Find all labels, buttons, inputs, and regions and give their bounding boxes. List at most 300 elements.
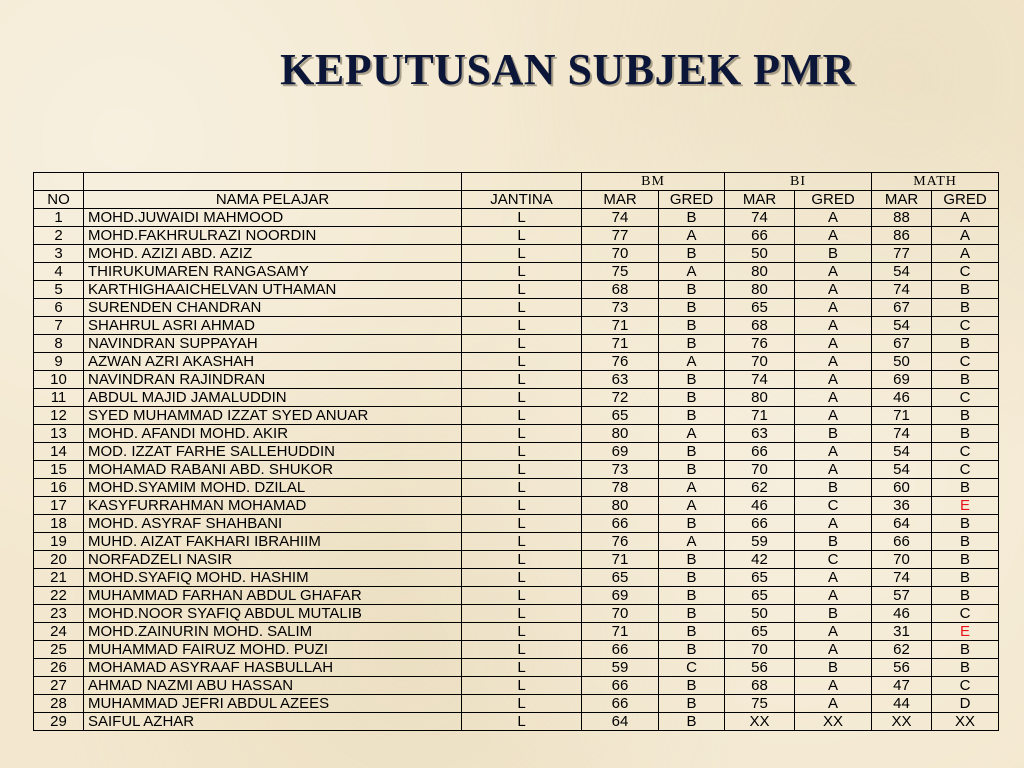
table-row: [34, 353, 999, 371]
cell-gender: L: [462, 605, 582, 623]
cell-math-mark: 54: [872, 461, 932, 479]
cell-bi-grade: B: [795, 245, 872, 263]
table-row: [34, 335, 999, 353]
table-row: [34, 425, 999, 443]
cell-bi-mark: 70: [725, 353, 795, 371]
cell-math-grade: B: [932, 335, 999, 353]
cell-bi-grade: A: [795, 209, 872, 227]
cell-math-mark: 86: [872, 227, 932, 245]
cell-bi-grade: XX: [795, 713, 872, 731]
cell-math-grade: B: [932, 299, 999, 317]
cell-bm-grade: B: [659, 551, 725, 569]
cell-bi-grade: C: [795, 551, 872, 569]
table-header: [34, 173, 999, 209]
cell-bi-mark: 50: [725, 605, 795, 623]
cell-math-grade: B: [932, 371, 999, 389]
cell-bm-grade: B: [659, 209, 725, 227]
cell-bi-grade: A: [795, 587, 872, 605]
cell-math-mark: 54: [872, 317, 932, 335]
cell-name: MOHD. AZIZI ABD. AZIZ: [84, 245, 462, 263]
page-title: KEPUTUSAN SUBJEK PMR: [280, 45, 855, 94]
cell-no: 11: [34, 389, 84, 407]
cell-bm-grade: C: [659, 659, 725, 677]
header-bi-mark: MAR: [725, 191, 795, 209]
table-row: [34, 227, 999, 245]
cell-bi-grade: B: [795, 533, 872, 551]
cell-gender: L: [462, 587, 582, 605]
cell-bi-mark: 80: [725, 389, 795, 407]
header-bm-grade: GRED: [659, 191, 725, 209]
results-table: [33, 172, 999, 731]
cell-no: 18: [34, 515, 84, 533]
table-row: [34, 605, 999, 623]
cell-name: SHAHRUL ASRI AHMAD: [84, 317, 462, 335]
cell-math-grade: A: [932, 227, 999, 245]
cell-bi-grade: A: [795, 335, 872, 353]
header-bm-mark: MAR: [582, 191, 659, 209]
cell-no: 3: [34, 245, 84, 263]
cell-math-mark: 46: [872, 605, 932, 623]
cell-math-mark: 77: [872, 245, 932, 263]
table-row: [34, 533, 999, 551]
cell-math-mark: 50: [872, 353, 932, 371]
table-row: [34, 263, 999, 281]
cell-math-grade: C: [932, 677, 999, 695]
header-math: MATH: [872, 173, 999, 191]
cell-bm-grade: B: [659, 515, 725, 533]
cell-no: 15: [34, 461, 84, 479]
cell-name: MOHD. AFANDI MOHD. AKIR: [84, 425, 462, 443]
cell-name: MOHD.NOOR SYAFIQ ABDUL MUTALIB: [84, 605, 462, 623]
cell-no: 29: [34, 713, 84, 731]
table-row: [34, 443, 999, 461]
cell-math-grade: E: [932, 497, 999, 515]
table-row: [34, 371, 999, 389]
cell-bi-mark: 80: [725, 263, 795, 281]
cell-gender: L: [462, 677, 582, 695]
cell-bm-mark: 66: [582, 515, 659, 533]
cell-name: MOHD.FAKHRULRAZI NOORDIN: [84, 227, 462, 245]
cell-bm-grade: B: [659, 587, 725, 605]
cell-math-grade: XX: [932, 713, 999, 731]
cell-gender: L: [462, 389, 582, 407]
cell-bm-grade: B: [659, 605, 725, 623]
cell-bi-grade: A: [795, 515, 872, 533]
table-row: [34, 281, 999, 299]
cell-name: SURENDEN CHANDRAN: [84, 299, 462, 317]
table-row: [34, 695, 999, 713]
cell-bm-mark: 80: [582, 425, 659, 443]
cell-no: 25: [34, 641, 84, 659]
cell-math-mark: 67: [872, 335, 932, 353]
cell-bm-grade: B: [659, 461, 725, 479]
cell-no: 27: [34, 677, 84, 695]
cell-bi-grade: B: [795, 659, 872, 677]
cell-bi-mark: 70: [725, 461, 795, 479]
table-row: [34, 713, 999, 731]
cell-name: MOHD.JUWAIDI MAHMOOD: [84, 209, 462, 227]
cell-no: 21: [34, 569, 84, 587]
cell-math-mark: 70: [872, 551, 932, 569]
cell-name: MUHD. AIZAT FAKHARI IBRAHIIM: [84, 533, 462, 551]
cell-math-grade: B: [932, 479, 999, 497]
cell-bi-grade: A: [795, 281, 872, 299]
cell-gender: L: [462, 659, 582, 677]
cell-math-mark: 74: [872, 281, 932, 299]
cell-gender: L: [462, 425, 582, 443]
cell-bm-grade: B: [659, 641, 725, 659]
cell-gender: L: [462, 371, 582, 389]
cell-bm-mark: 66: [582, 677, 659, 695]
cell-bi-mark: 46: [725, 497, 795, 515]
table-row: [34, 317, 999, 335]
table-body: [34, 209, 999, 731]
cell-gender: L: [462, 641, 582, 659]
cell-math-mark: 88: [872, 209, 932, 227]
cell-bm-grade: B: [659, 713, 725, 731]
cell-bm-grade: B: [659, 443, 725, 461]
cell-bi-mark: 65: [725, 299, 795, 317]
cell-name: KARTHIGHAAICHELVAN UTHAMAN: [84, 281, 462, 299]
cell-name: MUHAMMAD JEFRI ABDUL AZEES: [84, 695, 462, 713]
cell-math-grade: A: [932, 209, 999, 227]
cell-no: 19: [34, 533, 84, 551]
cell-bi-mark: 62: [725, 479, 795, 497]
cell-bm-mark: 71: [582, 623, 659, 641]
cell-gender: L: [462, 299, 582, 317]
cell-gender: L: [462, 533, 582, 551]
cell-no: 12: [34, 407, 84, 425]
cell-name: NORFADZELI NASIR: [84, 551, 462, 569]
cell-no: 10: [34, 371, 84, 389]
header-bm: BM: [582, 173, 725, 191]
cell-math-mark: 62: [872, 641, 932, 659]
cell-name: MOHD.SYAFIQ MOHD. HASHIM: [84, 569, 462, 587]
cell-bm-grade: A: [659, 227, 725, 245]
cell-math-grade: B: [932, 425, 999, 443]
cell-bm-mark: 59: [582, 659, 659, 677]
cell-name: NAVINDRAN RAJINDRAN: [84, 371, 462, 389]
cell-bi-mark: 74: [725, 209, 795, 227]
cell-math-grade: C: [932, 389, 999, 407]
cell-bi-grade: C: [795, 497, 872, 515]
cell-bm-mark: 69: [582, 443, 659, 461]
cell-bi-mark: 56: [725, 659, 795, 677]
cell-bm-mark: 70: [582, 605, 659, 623]
cell-bm-grade: B: [659, 245, 725, 263]
cell-name: MUHAMMAD FARHAN ABDUL GHAFAR: [84, 587, 462, 605]
cell-gender: L: [462, 623, 582, 641]
cell-gender: L: [462, 713, 582, 731]
cell-bm-grade: B: [659, 569, 725, 587]
table-row: [34, 569, 999, 587]
cell-no: 6: [34, 299, 84, 317]
table-row: [34, 245, 999, 263]
cell-no: 7: [34, 317, 84, 335]
cell-math-grade: B: [932, 281, 999, 299]
cell-math-grade: B: [932, 515, 999, 533]
cell-no: 17: [34, 497, 84, 515]
cell-bm-mark: 73: [582, 299, 659, 317]
cell-math-grade: B: [932, 551, 999, 569]
cell-no: 8: [34, 335, 84, 353]
cell-math-mark: 69: [872, 371, 932, 389]
cell-no: 2: [34, 227, 84, 245]
cell-bm-mark: 63: [582, 371, 659, 389]
cell-name: MOHD.ZAINURIN MOHD. SALIM: [84, 623, 462, 641]
header-bi-grade: GRED: [795, 191, 872, 209]
cell-math-grade: B: [932, 659, 999, 677]
cell-bi-grade: A: [795, 407, 872, 425]
cell-gender: L: [462, 551, 582, 569]
table-row: [34, 389, 999, 407]
cell-math-mark: XX: [872, 713, 932, 731]
cell-no: 16: [34, 479, 84, 497]
cell-name: ABDUL MAJID JAMALUDDIN: [84, 389, 462, 407]
cell-gender: L: [462, 461, 582, 479]
cell-no: 26: [34, 659, 84, 677]
cell-no: 28: [34, 695, 84, 713]
header-blank-gender: [462, 173, 582, 191]
cell-math-mark: 44: [872, 695, 932, 713]
cell-bm-mark: 71: [582, 551, 659, 569]
cell-bi-mark: XX: [725, 713, 795, 731]
cell-math-mark: 64: [872, 515, 932, 533]
table-row: [34, 677, 999, 695]
cell-bm-mark: 75: [582, 263, 659, 281]
cell-bi-grade: A: [795, 623, 872, 641]
cell-bi-mark: 68: [725, 317, 795, 335]
cell-bm-grade: B: [659, 407, 725, 425]
cell-gender: L: [462, 515, 582, 533]
cell-bm-grade: B: [659, 371, 725, 389]
cell-math-grade: A: [932, 245, 999, 263]
cell-bm-mark: 64: [582, 713, 659, 731]
cell-bm-mark: 65: [582, 407, 659, 425]
cell-math-mark: 66: [872, 533, 932, 551]
cell-bi-mark: 74: [725, 371, 795, 389]
cell-gender: L: [462, 353, 582, 371]
cell-bi-mark: 71: [725, 407, 795, 425]
cell-no: 13: [34, 425, 84, 443]
cell-no: 4: [34, 263, 84, 281]
cell-bi-mark: 66: [725, 227, 795, 245]
header-blank-name: [84, 173, 462, 191]
header-column-row: [34, 191, 999, 209]
cell-bm-mark: 65: [582, 569, 659, 587]
cell-math-mark: 46: [872, 389, 932, 407]
cell-bm-grade: B: [659, 623, 725, 641]
cell-bi-grade: B: [795, 425, 872, 443]
cell-bi-grade: A: [795, 695, 872, 713]
cell-bi-mark: 66: [725, 443, 795, 461]
cell-bm-mark: 68: [582, 281, 659, 299]
cell-bi-grade: A: [795, 677, 872, 695]
cell-bm-mark: 69: [582, 587, 659, 605]
cell-math-mark: 60: [872, 479, 932, 497]
table-row: [34, 515, 999, 533]
header-math-grade: GRED: [932, 191, 999, 209]
cell-name: MOHAMAD ASYRAAF HASBULLAH: [84, 659, 462, 677]
cell-math-grade: B: [932, 407, 999, 425]
cell-name: MOHAMAD RABANI ABD. SHUKOR: [84, 461, 462, 479]
cell-name: NAVINDRAN SUPPAYAH: [84, 335, 462, 353]
cell-bm-mark: 77: [582, 227, 659, 245]
cell-no: 22: [34, 587, 84, 605]
cell-bm-grade: A: [659, 353, 725, 371]
cell-bi-mark: 68: [725, 677, 795, 695]
table-row: [34, 497, 999, 515]
cell-bm-mark: 70: [582, 245, 659, 263]
cell-bm-grade: B: [659, 335, 725, 353]
header-name: NAMA PELAJAR: [84, 191, 462, 209]
cell-bm-mark: 78: [582, 479, 659, 497]
cell-bm-grade: A: [659, 497, 725, 515]
cell-bm-grade: B: [659, 299, 725, 317]
cell-math-grade: C: [932, 443, 999, 461]
cell-bi-grade: A: [795, 299, 872, 317]
cell-gender: L: [462, 443, 582, 461]
header-blank-no: [34, 173, 84, 191]
cell-math-mark: 71: [872, 407, 932, 425]
cell-math-grade: C: [932, 317, 999, 335]
cell-bi-mark: 65: [725, 587, 795, 605]
cell-math-grade: D: [932, 695, 999, 713]
cell-bm-grade: A: [659, 479, 725, 497]
cell-bm-mark: 66: [582, 695, 659, 713]
cell-bm-grade: B: [659, 389, 725, 407]
cell-bi-mark: 70: [725, 641, 795, 659]
cell-no: 20: [34, 551, 84, 569]
cell-gender: L: [462, 245, 582, 263]
header-group-row: [34, 173, 999, 191]
cell-name: SYED MUHAMMAD IZZAT SYED ANUAR: [84, 407, 462, 425]
cell-gender: L: [462, 317, 582, 335]
cell-bm-grade: B: [659, 677, 725, 695]
cell-bi-grade: A: [795, 353, 872, 371]
cell-gender: L: [462, 497, 582, 515]
cell-name: MUHAMMAD FAIRUZ MOHD. PUZI: [84, 641, 462, 659]
cell-math-mark: 54: [872, 263, 932, 281]
cell-bi-grade: A: [795, 317, 872, 335]
cell-bi-grade: A: [795, 227, 872, 245]
cell-bi-grade: A: [795, 443, 872, 461]
cell-math-grade: C: [932, 461, 999, 479]
cell-math-grade: E: [932, 623, 999, 641]
cell-math-grade: B: [932, 587, 999, 605]
cell-bm-grade: B: [659, 317, 725, 335]
cell-gender: L: [462, 479, 582, 497]
cell-no: 9: [34, 353, 84, 371]
cell-gender: L: [462, 695, 582, 713]
cell-math-mark: 47: [872, 677, 932, 695]
cell-math-grade: C: [932, 353, 999, 371]
cell-name: KASYFURRAHMAN MOHAMAD: [84, 497, 462, 515]
cell-bm-grade: A: [659, 533, 725, 551]
cell-bm-mark: 76: [582, 533, 659, 551]
cell-bm-mark: 73: [582, 461, 659, 479]
cell-math-grade: C: [932, 263, 999, 281]
cell-math-grade: B: [932, 641, 999, 659]
cell-bi-grade: A: [795, 461, 872, 479]
cell-bm-mark: 66: [582, 641, 659, 659]
cell-math-mark: 31: [872, 623, 932, 641]
cell-gender: L: [462, 281, 582, 299]
cell-math-mark: 57: [872, 587, 932, 605]
cell-no: 14: [34, 443, 84, 461]
cell-math-mark: 74: [872, 569, 932, 587]
cell-name: THIRUKUMAREN RANGASAMY: [84, 263, 462, 281]
cell-no: 24: [34, 623, 84, 641]
cell-bi-mark: 66: [725, 515, 795, 533]
header-bi: BI: [725, 173, 872, 191]
cell-bm-grade: B: [659, 281, 725, 299]
cell-bm-mark: 71: [582, 335, 659, 353]
cell-math-grade: B: [932, 569, 999, 587]
cell-bi-mark: 42: [725, 551, 795, 569]
cell-bm-grade: A: [659, 263, 725, 281]
header-math-mark: MAR: [872, 191, 932, 209]
cell-math-grade: B: [932, 533, 999, 551]
cell-name: MOHD. ASYRAF SHAHBANI: [84, 515, 462, 533]
cell-bi-mark: 75: [725, 695, 795, 713]
cell-bm-mark: 76: [582, 353, 659, 371]
cell-math-grade: C: [932, 605, 999, 623]
cell-bi-grade: A: [795, 641, 872, 659]
cell-math-mark: 54: [872, 443, 932, 461]
cell-name: AZWAN AZRI AKASHAH: [84, 353, 462, 371]
cell-gender: L: [462, 569, 582, 587]
cell-name: MOHD.SYAMIM MOHD. DZILAL: [84, 479, 462, 497]
cell-no: 1: [34, 209, 84, 227]
cell-bi-mark: 80: [725, 281, 795, 299]
table-row: [34, 461, 999, 479]
cell-bi-mark: 65: [725, 623, 795, 641]
cell-bi-mark: 59: [725, 533, 795, 551]
cell-bm-mark: 80: [582, 497, 659, 515]
cell-math-mark: 36: [872, 497, 932, 515]
table-row: [34, 587, 999, 605]
cell-name: SAIFUL AZHAR: [84, 713, 462, 731]
table-row: [34, 209, 999, 227]
cell-bi-mark: 76: [725, 335, 795, 353]
cell-bi-mark: 63: [725, 425, 795, 443]
cell-bm-grade: B: [659, 695, 725, 713]
cell-bm-mark: 74: [582, 209, 659, 227]
table-row: [34, 479, 999, 497]
cell-gender: L: [462, 407, 582, 425]
cell-bi-grade: B: [795, 605, 872, 623]
cell-gender: L: [462, 227, 582, 245]
cell-bi-mark: 50: [725, 245, 795, 263]
cell-bm-mark: 71: [582, 317, 659, 335]
cell-bi-grade: A: [795, 389, 872, 407]
table-row: [34, 551, 999, 569]
cell-bi-grade: B: [795, 479, 872, 497]
cell-name: MOD. IZZAT FARHE SALLEHUDDIN: [84, 443, 462, 461]
table-row: [34, 407, 999, 425]
table-row: [34, 641, 999, 659]
cell-bi-grade: A: [795, 263, 872, 281]
cell-no: 5: [34, 281, 84, 299]
header-no: NO: [34, 191, 84, 209]
header-gender: JANTINA: [462, 191, 582, 209]
cell-bi-grade: A: [795, 371, 872, 389]
cell-bi-mark: 65: [725, 569, 795, 587]
table-row: [34, 659, 999, 677]
table-row: [34, 299, 999, 317]
cell-math-mark: 56: [872, 659, 932, 677]
